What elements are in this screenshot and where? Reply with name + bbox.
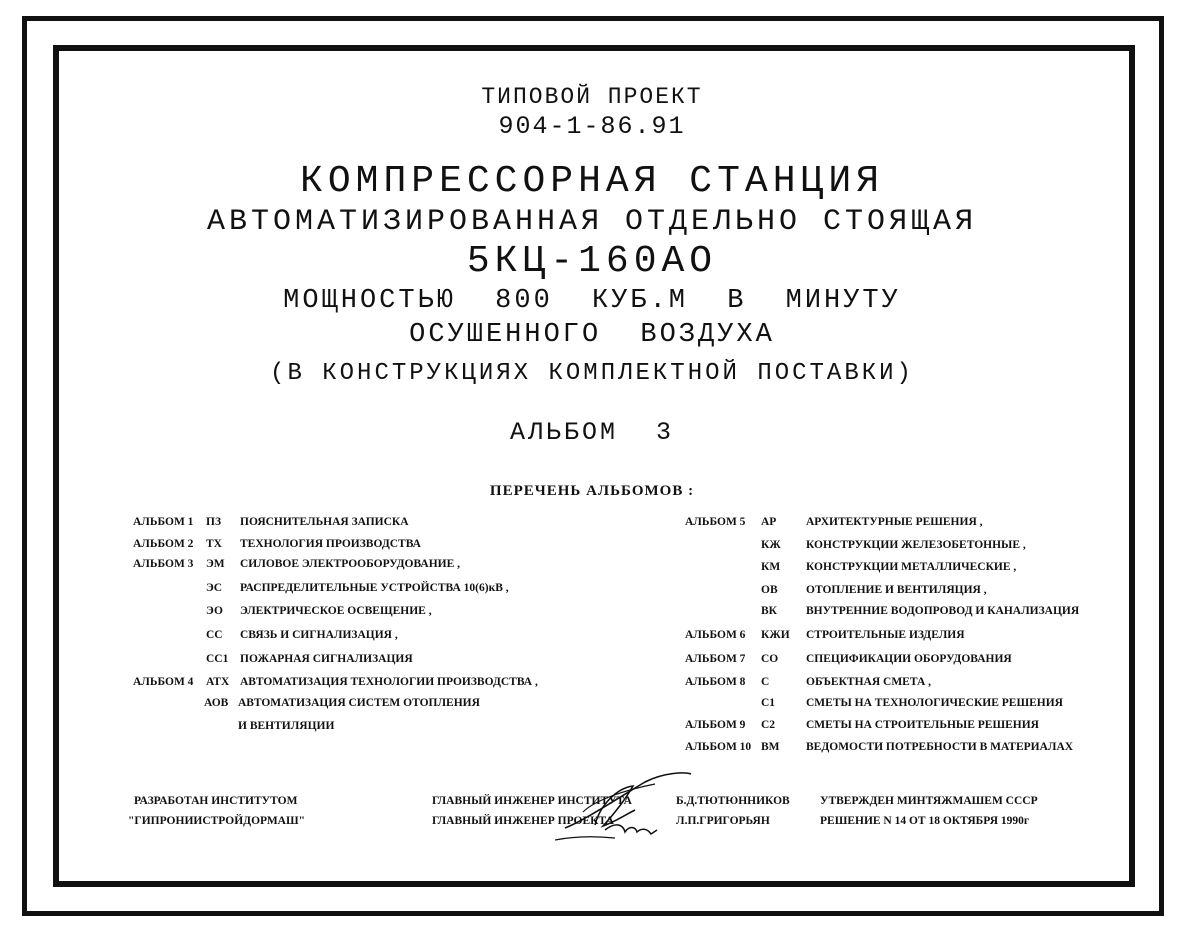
list-item-title: АВТОМАТИЗАЦИЯ ТЕХНОЛОГИИ ПРОИЗВОДСТВА , <box>240 676 538 688</box>
list-item-title: СИЛОВОЕ ЭЛЕКТРООБОРУДОВАНИЕ , <box>240 558 460 570</box>
list-item-title: ОТОПЛЕНИЕ И ВЕНТИЛЯЦИЯ , <box>806 584 987 596</box>
list-item-code: КМ <box>761 561 781 573</box>
chief-engineer-institute-label: ГЛАВНЫЙ ИНЖЕНЕР ИНСТИТУТА <box>432 795 632 807</box>
title-air: ОСУШЕННОГО ВОЗДУХА <box>409 320 775 350</box>
list-item-album: АЛЬБОМ 7 <box>685 653 746 665</box>
list-item-code: АТХ <box>206 676 230 688</box>
list-item-title: АВТОМАТИЗАЦИЯ СИСТЕМ ОТОПЛЕНИЯ <box>238 697 480 709</box>
list-item-code: С2 <box>761 719 776 731</box>
list-item-code: С1 <box>761 697 776 709</box>
list-item-album: АЛЬБОМ 2 <box>133 538 194 550</box>
approval-line-2: РЕШЕНИЕ N 14 ОТ 18 ОКТЯБРЯ 1990г <box>820 815 1030 827</box>
list-item-album: АЛЬБОМ 8 <box>685 676 746 688</box>
list-item-title: ОБЪЕКТНАЯ СМЕТА , <box>806 676 932 688</box>
list-item-title: СВЯЗЬ И СИГНАЛИЗАЦИЯ , <box>240 629 398 641</box>
list-item-title: АРХИТЕКТУРНЫЕ РЕШЕНИЯ , <box>806 516 983 528</box>
list-item-title: ВЕДОМОСТИ ПОТРЕБНОСТИ В МАТЕРИАЛАХ <box>806 741 1074 753</box>
title-main: КОМПРЕССОРНАЯ СТАНЦИЯ <box>300 160 884 203</box>
list-item-title: СМЕТЫ НА СТРОИТЕЛЬНЫЕ РЕШЕНИЯ <box>806 719 1039 731</box>
list-item-code: ЭС <box>206 582 223 594</box>
developer-org: "ГИПРОНИИСТРОЙДОРМАШ" <box>128 815 305 827</box>
list-item-code: ВК <box>761 605 778 617</box>
list-item-title: СТРОИТЕЛЬНЫЕ ИЗДЕЛИЯ <box>806 629 965 641</box>
list-item-code: ПЗ <box>206 516 222 528</box>
list-item-album: АЛЬБОМ 5 <box>685 516 746 528</box>
handwritten-signature <box>555 770 695 845</box>
list-item-title: РАСПРЕДЕЛИТЕЛЬНЫЕ УСТРОЙСТВА 10(6)кВ , <box>240 582 509 594</box>
list-item-code: ВМ <box>761 741 780 753</box>
list-item-title: И ВЕНТИЛЯЦИИ <box>238 720 335 732</box>
title-model: 5КЦ-160АО <box>466 240 718 283</box>
approval-line-1: УТВЕРЖДЕН МИНТЯЖМАШЕМ СССР <box>820 795 1038 807</box>
list-item-code: ОВ <box>761 584 778 596</box>
list-item-title: СПЕЦИФИКАЦИИ ОБОРУДОВАНИЯ <box>806 653 1012 665</box>
list-item-code: ЭМ <box>206 558 225 570</box>
list-item-code: АОВ <box>204 697 229 709</box>
list-item-title: КОНСТРУКЦИИ МЕТАЛЛИЧЕСКИЕ , <box>806 561 1017 573</box>
list-item-album: АЛЬБОМ 1 <box>133 516 194 528</box>
album-list-title: ПЕРЕЧЕНЬ АЛЬБОМОВ : <box>489 483 695 499</box>
list-item-title: ТЕХНОЛОГИЯ ПРОИЗВОДСТВА <box>240 538 421 550</box>
list-item-code: ТХ <box>206 538 222 550</box>
list-item-album: АЛЬБОМ 3 <box>133 558 194 570</box>
list-item-album: АЛЬБОМ 4 <box>133 676 194 688</box>
list-item-code: СС1 <box>206 653 229 665</box>
list-item-title: ЭЛЕКТРИЧЕСКОЕ ОСВЕЩЕНИЕ , <box>240 605 432 617</box>
title-capacity: МОЩНОСТЬЮ 800 КУБ.М В МИНУТУ <box>283 286 901 316</box>
title-note: (В КОНСТРУКЦИЯХ КОМПЛЕКТНОЙ ПОСТАВКИ) <box>270 360 914 387</box>
list-item-code: С <box>761 676 770 688</box>
project-type: ТИПОВОЙ ПРОЕКТ <box>481 84 703 110</box>
list-item-code: СС <box>206 629 223 641</box>
list-item-album: АЛЬБОМ 9 <box>685 719 746 731</box>
list-item-code: ЭО <box>206 605 223 617</box>
album-number: АЛЬБОМ 3 <box>509 418 675 447</box>
list-item-title: ВНУТРЕННИЕ ВОДОПРОВОД И КАНАЛИЗАЦИЯ <box>806 605 1080 617</box>
list-item-album: АЛЬБОМ 10 <box>685 741 752 753</box>
list-item-code: КЖ <box>761 539 781 551</box>
chief-engineer-project-name: Л.П.ГРИГОРЬЯН <box>676 815 770 827</box>
project-number: 904-1-86.91 <box>498 112 686 141</box>
developer-label: РАЗРАБОТАН ИНСТИТУТОМ <box>134 795 298 807</box>
list-item-title: КОНСТРУКЦИИ ЖЕЛЕЗОБЕТОННЫЕ , <box>806 539 1026 551</box>
list-item-title: СМЕТЫ НА ТЕХНОЛОГИЧЕСКИЕ РЕШЕНИЯ <box>806 697 1063 709</box>
list-item-title: ПОЯСНИТЕЛЬНАЯ ЗАПИСКА <box>240 516 409 528</box>
chief-engineer-institute-name: Б.Д.ТЮТЮННИКОВ <box>676 795 790 807</box>
chief-engineer-project-label: ГЛАВНЫЙ ИНЖЕНЕР ПРОЕКТА <box>432 815 614 827</box>
title-subtitle: АВТОМАТИЗИРОВАННАЯ ОТДЕЛЬНО СТОЯЩАЯ <box>206 205 978 239</box>
list-item-code: СО <box>761 653 779 665</box>
list-item-code: КЖИ <box>761 629 790 641</box>
list-item-title: ПОЖАРНАЯ СИГНАЛИЗАЦИЯ <box>240 653 413 665</box>
list-item-code: АР <box>761 516 777 528</box>
list-item-album: АЛЬБОМ 6 <box>685 629 746 641</box>
